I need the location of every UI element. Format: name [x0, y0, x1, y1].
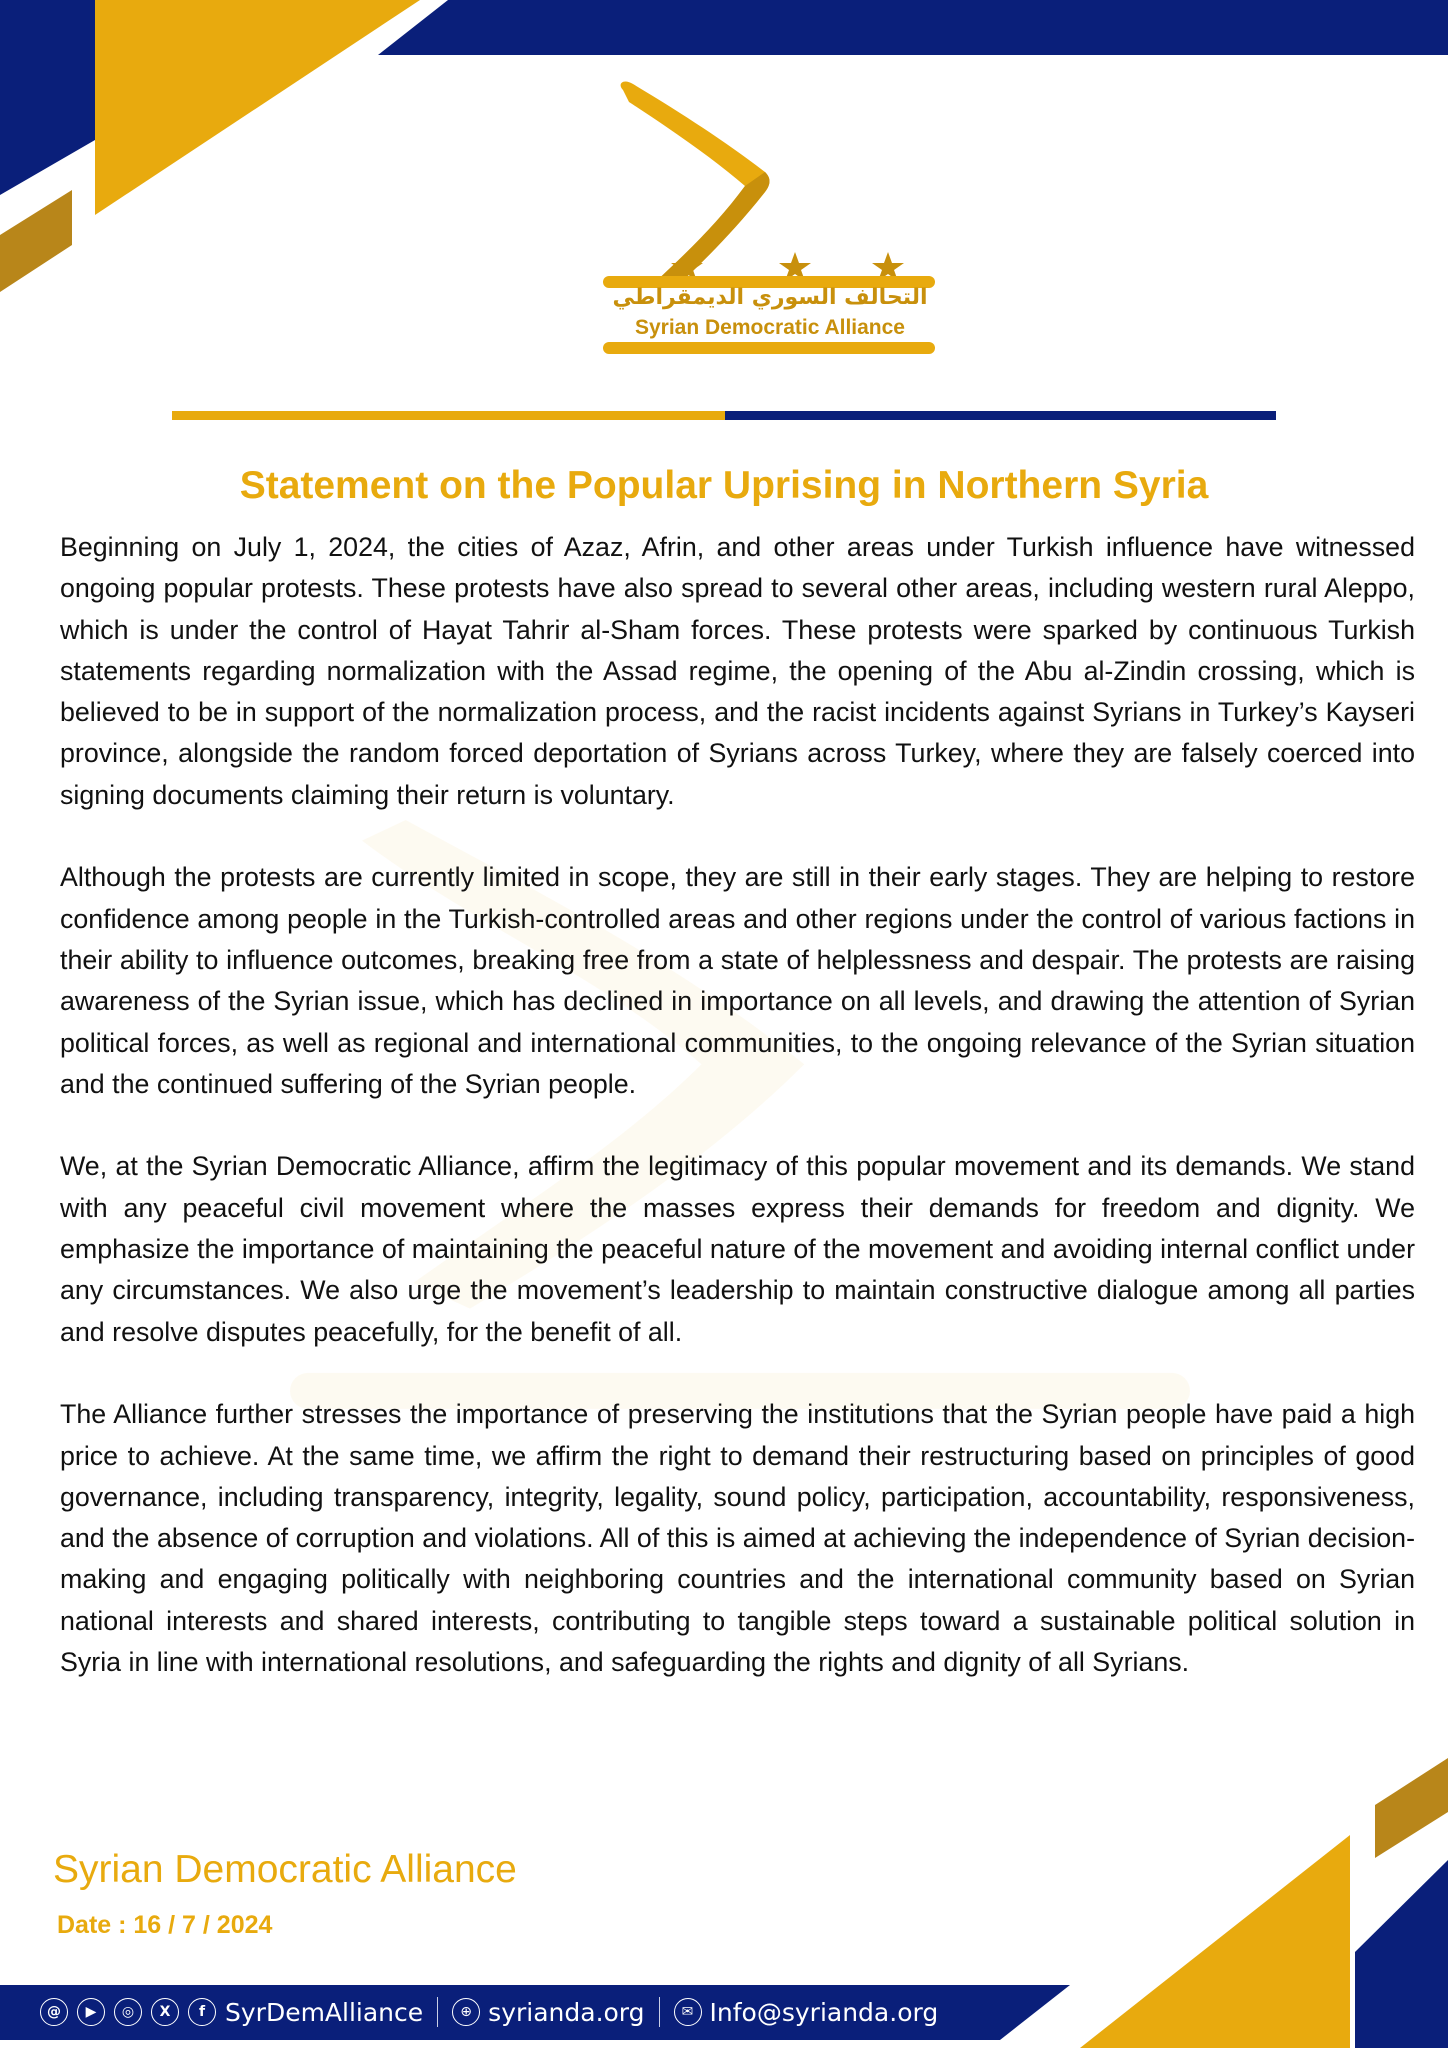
mail-icon: ✉ [674, 1998, 702, 2026]
paragraph-4: The Alliance further stresses the importance of preserving the institutions that the Syrian people have paid a high price to achieve. At the same time, we affirm the right to demand their restructuring based on principles of good governance, including transparency, integrity, legality, sound policy, participation, accountability, responsiveness, and the absence of corruption and violations. All of this is aimed at achieving the independence of Syrian decision-making and engaging politically with neighboring countries and the international community based on Syrian national interests and shared interests, contributing to tangible steps toward a sustainable political solution in Syria in line with international resolutions, and safeguarding the rights and dignity of all Syrians. [60, 1399, 1415, 1678]
logo-arabic-text: التحالف السوري الديمقراطي [612, 285, 928, 310]
social-handle[interactable]: SyrDemAlliance [225, 1997, 424, 2027]
footer-bar [40, 1990, 938, 2034]
signature-date: Date : 16 / 7 / 2024 [57, 1911, 273, 1939]
youtube-icon[interactable]: ▶ [77, 1998, 105, 2026]
email-link[interactable]: Info@syrianda.org [709, 1997, 939, 2027]
alliance-logo [595, 80, 945, 360]
globe-icon: ⊕ [452, 1998, 480, 2026]
header-divider [172, 411, 1276, 420]
statement-title: Statement on the Popular Uprising in Northern Syria [239, 464, 1209, 507]
signature-name: Syrian Democratic Alliance [53, 1848, 517, 1891]
footer-separator [659, 1997, 660, 2027]
divider-gold-segment [172, 411, 725, 420]
paragraph-2: Although the protests are currently limited in scope, they are still in their early stages. They are helping to restore confidence among people in the Turkish-controlled areas and other regions under the control of various factions in their ability to influence outcomes, breaking free from a state of helplessness and despair. The protests are raising awareness of the Syrian issue, which has declined in importance on all levels, and drawing the attention of Syrian political forces, as well as regional and international communities, to the ongoing relevance of the Syrian situation and the continued suffering of the Syrian people. [60, 862, 1415, 1099]
website-link[interactable]: syrianda.org [488, 1997, 645, 2027]
footer-separator [437, 1997, 438, 2027]
paragraph-3: We, at the Syrian Democratic Alliance, affirm the legitimacy of this popular movement and its demands. We stand with any peaceful civil movement where the masses express their demands for freedom and dignity. We emphasize the importance of maintaining the peaceful nature of the movement and avoiding internal conflict under any circumstances. We also urge the movement’s leadership to maintain constructive dialogue among all parties and resolve disputes peacefully, for the benefit of all. [60, 1151, 1415, 1347]
statement-body [60, 527, 1415, 1683]
paragraph-1: Beginning on July 1, 2024, the cities of Azaz, Afrin, and other areas under Turkish influence have witnessed ongoing popular protests. These protests have also spread to several other areas, including western rural Aleppo, which is under the control of Hayat Tahrir al-Sham forces. These protests were sparked by continuous Turkish statements regarding normalization with the Assad regime, the opening of the Abu al-Zindin crossing, which is believed to be in support of the normalization process, and the racist incidents against Syrians in Turkey’s Kayseri province, alongside the random forced deportation of Syrians across Turkey, where they are falsely coerced into signing documents claiming their return is voluntary. [60, 532, 1415, 810]
x-icon[interactable]: X [151, 1998, 179, 2026]
instagram-icon[interactable]: ◎ [114, 1998, 142, 2026]
logo-english-text: Syrian Democratic Alliance [634, 316, 905, 339]
threads-icon[interactable]: @ [40, 1998, 68, 2026]
divider-navy-segment [725, 411, 1276, 420]
facebook-icon[interactable]: f [188, 1998, 216, 2026]
